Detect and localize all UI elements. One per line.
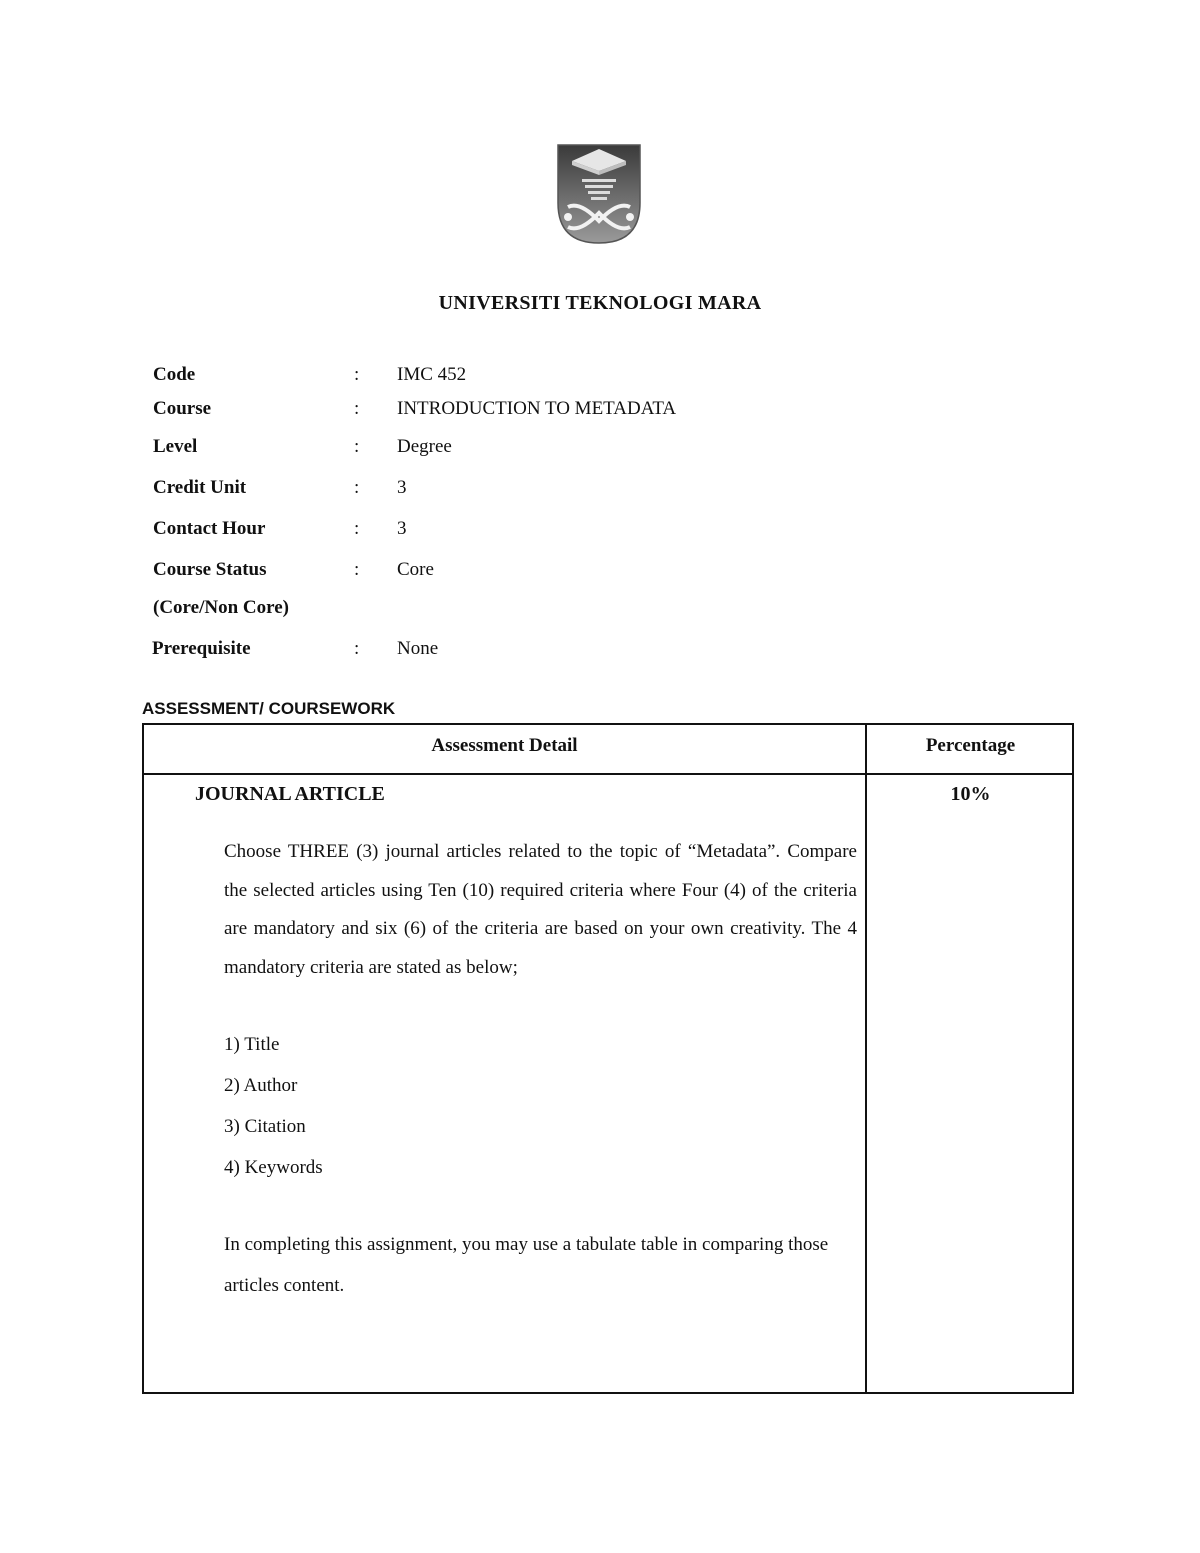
info-label: Credit Unit	[153, 477, 247, 498]
info-colon: :	[354, 518, 360, 539]
assessment-table	[142, 723, 1074, 1394]
info-value: Degree	[397, 436, 452, 457]
info-label: (Core/Non Core)	[153, 597, 289, 618]
info-label: Level	[153, 436, 198, 457]
info-label: Course Status	[153, 559, 267, 580]
section-heading: ASSESSMENT/ COURSEWORK	[142, 699, 396, 718]
info-colon: :	[354, 364, 360, 385]
info-label: Contact Hour	[153, 518, 266, 539]
header-percentage: Percentage	[925, 735, 1016, 756]
info-label: Prerequisite	[152, 638, 251, 659]
info-colon: :	[354, 398, 360, 419]
info-value: Core	[397, 559, 434, 580]
assessment-closing-note: In completing this assignment, you may use a tabulate table in comparing those articles content.	[224, 1234, 829, 1296]
university-crest-logo	[556, 143, 642, 245]
criteria-item: 3) Citation	[224, 1116, 306, 1137]
info-value: 3	[397, 477, 407, 498]
criteria-item: 1) Title	[224, 1034, 280, 1055]
assessment-percentage: 10%	[950, 783, 991, 805]
info-label: Code	[153, 364, 196, 385]
info-colon: :	[354, 477, 360, 498]
info-value: INTRODUCTION TO METADATA	[397, 398, 677, 419]
column-divider	[865, 725, 867, 1392]
assessment-title: JOURNAL ARTICLE	[195, 783, 385, 805]
university-name: UNIVERSITI TEKNOLOGI MARA	[438, 292, 762, 314]
criteria-item: 4) Keywords	[224, 1157, 323, 1178]
info-colon: :	[354, 638, 360, 659]
header-divider	[144, 773, 1072, 775]
header-assessment-detail: Assessment Detail	[431, 735, 578, 756]
info-value: 3	[397, 518, 407, 539]
assessment-description: Choose THREE (3) journal articles related to the topic of “Metadata”. Compare the selected articles using Ten (10) required criteria where Four (4) of the criteria are mandatory and six (6) of the criteria are based on your own creativity. The 4 mandatory criteria are stated as below;	[224, 841, 857, 978]
info-value: IMC 452	[397, 364, 467, 385]
info-colon: :	[354, 559, 360, 580]
info-value: None	[397, 638, 439, 659]
criteria-item: 2) Author	[224, 1075, 298, 1096]
info-label: Course	[153, 398, 212, 419]
info-colon: :	[354, 436, 360, 457]
